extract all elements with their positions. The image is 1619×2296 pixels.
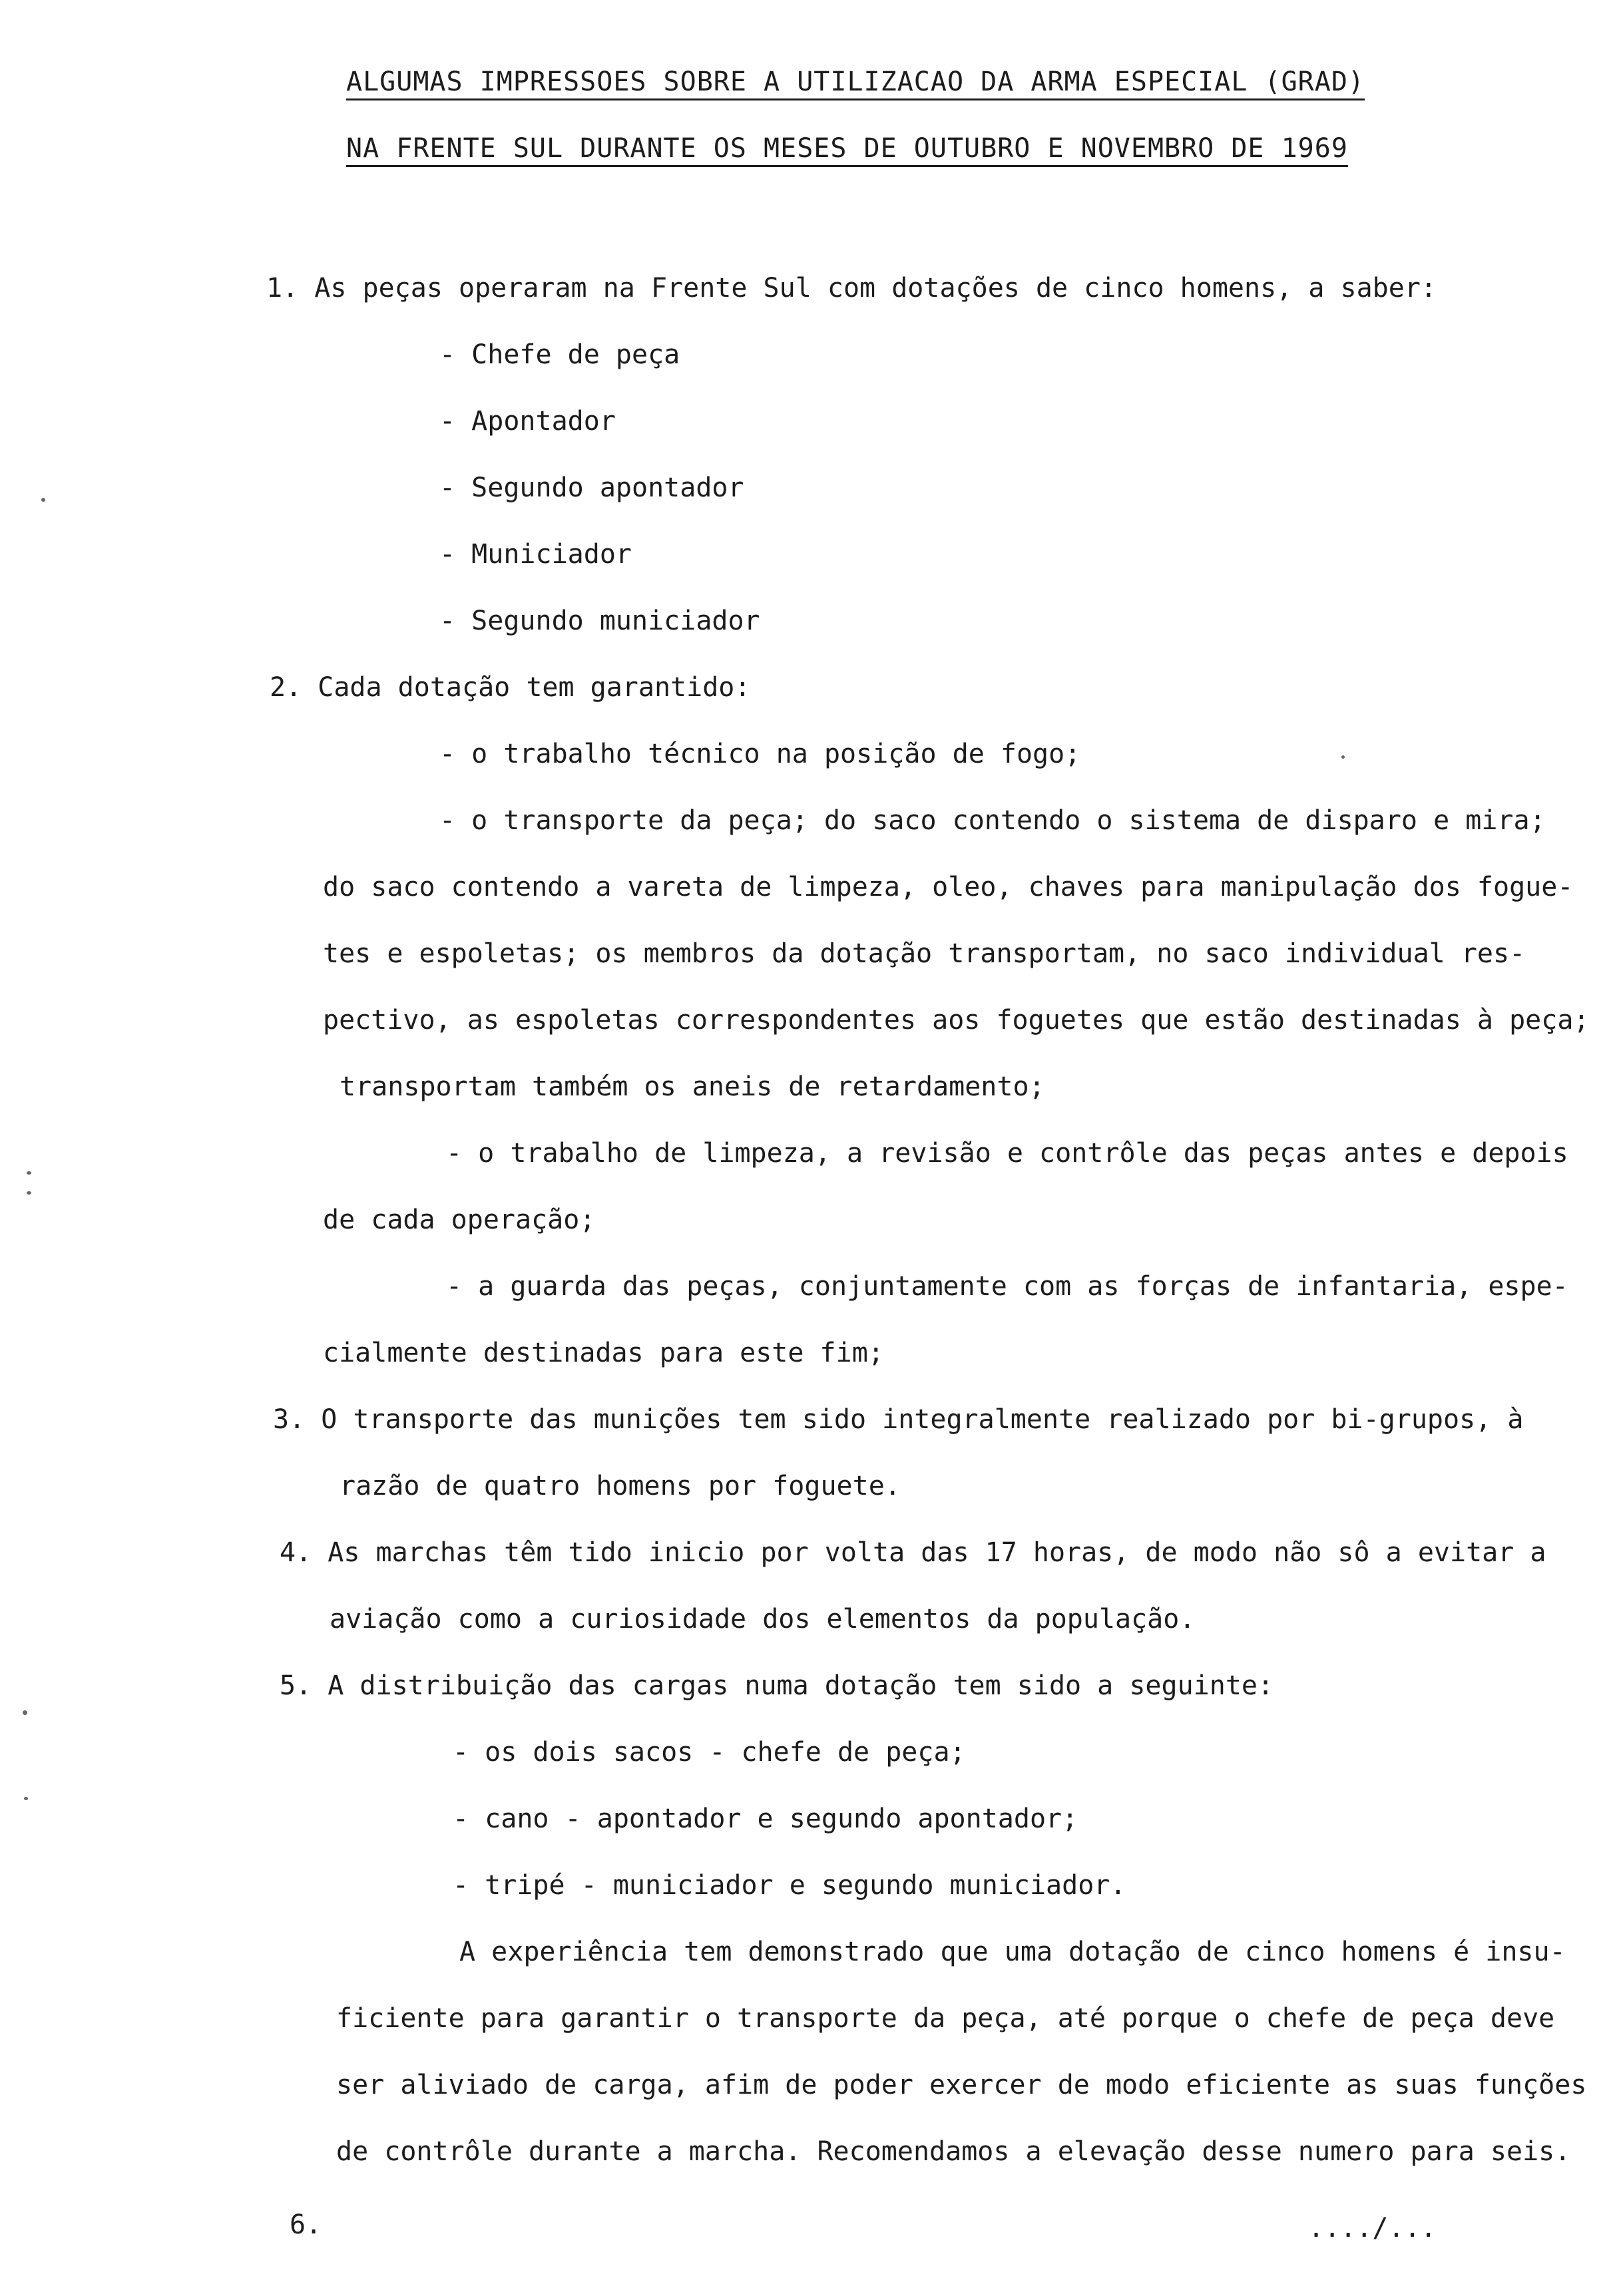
- scan-speck: [27, 1191, 31, 1195]
- paragraph-1-intro: 1. As peças operaram na Frente Sul com dotações de cinco homens, a saber:: [266, 273, 1437, 303]
- list-item-segundo-apontador: - Segundo apontador: [439, 473, 744, 503]
- paragraph-5-item-cano: - cano - apontador e segundo apontador;: [453, 1804, 1078, 1834]
- paragraph-2-item-trabalho-tecnico: - o trabalho técnico na posição de fogo;: [439, 739, 1081, 769]
- list-item-chefe-de-peca: - Chefe de peça: [439, 339, 680, 370]
- paragraph-5-text-line: de contrôle durante a marcha. Recomendamos a elevação desse numero para seis.: [336, 2136, 1571, 2167]
- paragraph-2-text-line: pectivo, as espoletas correspondentes aos foguetes que estão destinadas à peça;: [323, 1005, 1590, 1036]
- paragraph-2-text-line: transportam também os aneis de retardamento;: [340, 1071, 1045, 1102]
- paragraph-2-text-line: do saco contendo a vareta de limpeza, oleo, chaves para manipulação dos fogue-: [323, 872, 1574, 902]
- paragraph-5-text-line: ser aliviado de carga, afim de poder exercer de modo eficiente as suas funções: [336, 2070, 1587, 2100]
- paragraph-2-intro: 2. Cada dotação tem garantido:: [270, 672, 751, 703]
- paragraph-2-item-transporte: - o transporte da peça; do saco contendo o sistema de disparo e mira;: [439, 805, 1546, 836]
- scan-speck: [41, 498, 45, 502]
- list-item-municiador: - Municiador: [439, 539, 632, 570]
- scan-speck: [23, 1710, 27, 1715]
- paragraph-5-text-line: ficiente para garantir o transporte da peça, até porque o chefe de peça deve: [336, 2003, 1555, 2034]
- paragraph-3-continued: razão de quatro homens por foguete.: [340, 1471, 901, 1501]
- page-continuation-mark: ..../...: [1308, 2213, 1437, 2243]
- scan-speck: [1341, 755, 1345, 759]
- scan-speck: [24, 1797, 28, 1800]
- paragraph-2-text-line: cialmente destinadas para este fim;: [323, 1338, 884, 1368]
- paragraph-2-text-line: tes e espoletas; os membros da dotação transportam, no saco individual res-: [323, 938, 1526, 969]
- paragraph-5-intro: 5. A distribuição das cargas numa dotação tem sido a seguinte:: [280, 1670, 1274, 1701]
- list-item-apontador: - Apontador: [439, 406, 616, 437]
- paragraph-5-item-sacos: - os dois sacos - chefe de peça;: [453, 1737, 966, 1768]
- next-section-number: 6.: [290, 2209, 322, 2240]
- paragraph-2-text-line: de cada operação;: [323, 1205, 596, 1235]
- document-title-line-1: ALGUMAS IMPRESSOES SOBRE A UTILIZACAO DA ARMA ESPECIAL (GRAD): [346, 67, 1365, 97]
- paragraph-4: 4. As marchas têm tido inicio por volta das 17 horas, de modo não sô a evitar a: [280, 1537, 1546, 1568]
- paragraph-5-item-tripe: - tripé - municiador e segundo municiador.: [453, 1870, 1126, 1901]
- document-title-line-2: NA FRENTE SUL DURANTE OS MESES DE OUTUBRO E NOVEMBRO DE 1969: [346, 133, 1348, 164]
- scan-speck: [27, 1171, 31, 1175]
- paragraph-2-item-limpeza: - o trabalho de limpeza, a revisão e contrôle das peças antes e depois: [446, 1138, 1568, 1169]
- paragraph-3: 3. O transporte das munições tem sido integralmente realizado por bi-grupos, à: [273, 1404, 1524, 1435]
- paragraph-4-continued: aviação como a curiosidade dos elementos da população.: [330, 1604, 1196, 1634]
- paragraph-2-item-guarda: - a guarda das peças, conjuntamente com as forças de infantaria, espe-: [446, 1271, 1568, 1302]
- paragraph-5-text-line: A experiência tem demonstrado que uma dotação de cinco homens é insu-: [459, 1937, 1566, 1967]
- list-item-segundo-municiador: - Segundo municiador: [439, 606, 760, 636]
